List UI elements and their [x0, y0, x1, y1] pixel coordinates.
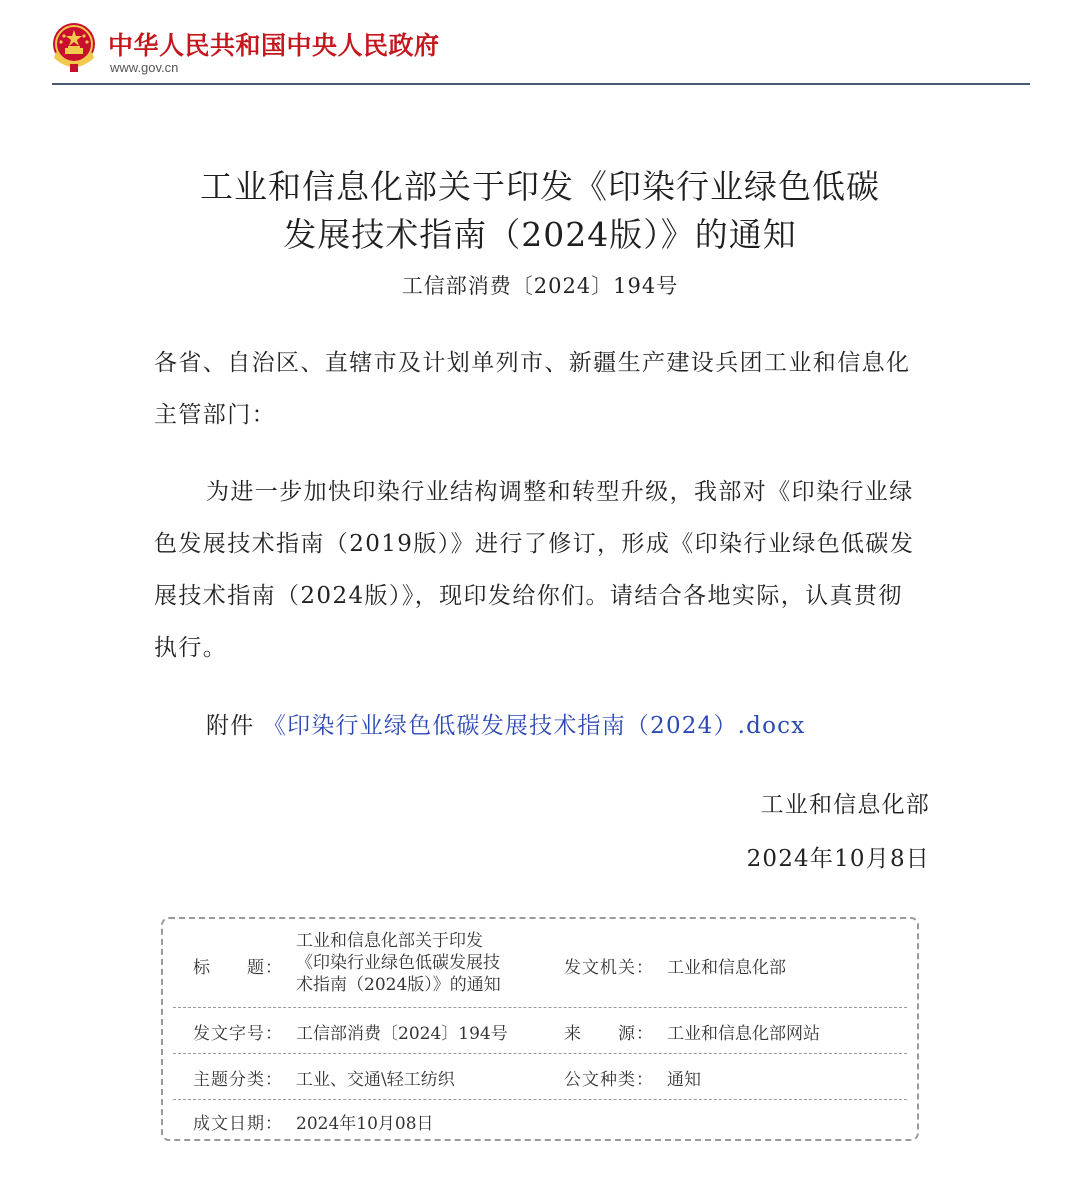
doc-no-value: 工信部消费〔2024〕194号: [296, 1024, 508, 1044]
attachment-label: 附件: [206, 713, 255, 739]
attachment-link[interactable]: 《印染行业绿色低碳发展技术指南（2024）.docx: [262, 713, 806, 739]
national-emblem-icon: [50, 22, 98, 74]
attachment-line: [206, 700, 805, 752]
source-label: 来 源：: [564, 1024, 654, 1044]
title-value-line1: 工业和信息化部关于印发: [296, 931, 483, 951]
date-label: 成文日期：: [193, 1114, 283, 1134]
issuer-label: 发文机关：: [564, 958, 654, 978]
site-url[interactable]: www.gov.cn: [110, 60, 179, 75]
doc-type-value: 通知: [667, 1070, 701, 1090]
doc-type-label: 公文种类：: [564, 1070, 654, 1090]
site-header: [50, 22, 1030, 84]
category-value: 工业、交通\轻工纺织: [296, 1070, 455, 1090]
body-paragraph: 为进一步加快印染行业结构调整和转型升级，我部对《印染行业绿色发展技术指南（2019版）》进行了修订，形成《印染行业绿色低碳发展技术指南（2024版）》，现印发给你们。请结合各地实际，认真贯彻执行。: [154, 479, 915, 661]
doc-no-label: 发文字号：: [193, 1024, 283, 1044]
issuer-value: 工业和信息化部: [667, 958, 786, 978]
document-title-line1: 工业和信息化部关于印发《印染行业绿色低碳: [200, 167, 880, 206]
document-title: [100, 163, 980, 259]
document-number: 工信部消费〔2024〕194号: [401, 274, 679, 298]
info-row-doc-number: [173, 1007, 907, 1054]
category-label: 主题分类：: [193, 1070, 283, 1090]
info-row-title: [173, 919, 907, 1008]
source-value: 工业和信息化部网站: [667, 1024, 820, 1044]
title-value: [296, 930, 546, 996]
salutation: 各省、自治区、直辖市及计划单列市、新疆生产建设兵团工业和信息化主管部门：: [154, 350, 911, 428]
document-info-table: [161, 917, 919, 1141]
signature-organization: 工业和信息化部: [760, 792, 930, 818]
info-row-date: [173, 1099, 907, 1141]
info-row-category: [173, 1053, 907, 1100]
site-title[interactable]: 中华人民共和国中央人民政府: [108, 31, 440, 60]
header-divider: [52, 83, 1030, 85]
signature-date: 2024年10月8日: [746, 846, 930, 872]
title-value-line3: 术指南（2024版）》的通知: [296, 975, 501, 995]
title-label: 标 题：: [193, 958, 283, 978]
date-value: 2024年10月08日: [296, 1114, 434, 1134]
title-value-line2: 《印染行业绿色低碳发展技: [296, 953, 500, 973]
document-title-line2: 发展技术指南（2024版）》的通知: [283, 215, 797, 254]
